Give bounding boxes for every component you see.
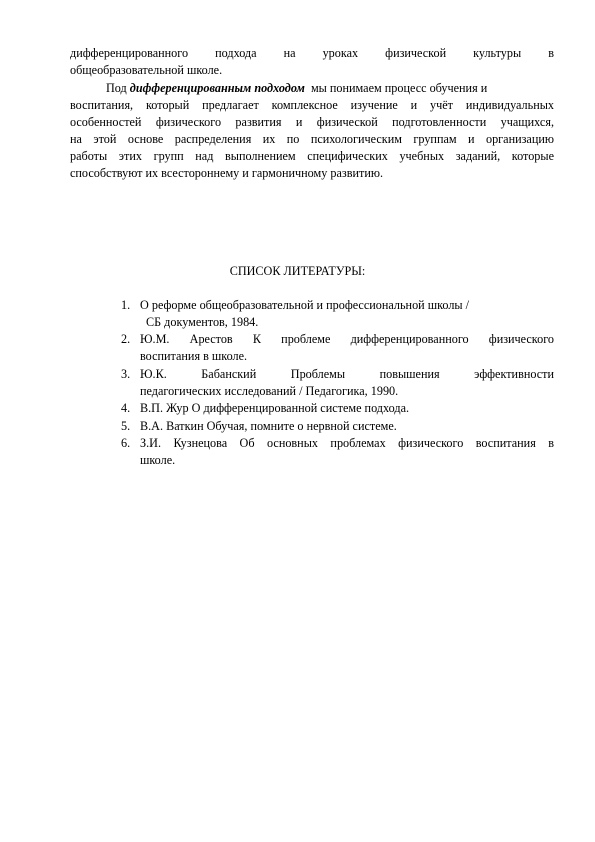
reference-number: 5. (121, 419, 131, 433)
body-text-line: работы этих групп над выполнением специфических учебных заданий, которые (70, 149, 554, 163)
reference-text: педагогических исследований / Педагогика, 1990. (140, 384, 399, 398)
emphasized-term: дифференцированным подходом (129, 81, 305, 95)
definition-prefix: Под (106, 81, 127, 95)
definition-line (106, 80, 554, 97)
reference-number: 1. (121, 298, 131, 312)
references-heading: СПИСОК ЛИТЕРАТУРЫ: (229, 264, 366, 278)
reference-text: В.П. Жур О дифференцированной системе подхода. (140, 401, 410, 415)
definition-suffix: мы понимаем процесс обучения и (310, 81, 488, 95)
body-text-line: особенностей физического развития и физической подготовленности учащихся, (70, 115, 554, 129)
reference-number: 3. (121, 367, 131, 381)
reference-number: 2. (121, 332, 131, 346)
reference-text: СБ документов, 1984. (146, 315, 259, 329)
reference-text: З.И. Кузнецова Об основных проблемах физического воспитания в (140, 436, 554, 450)
reference-text: воспитания в школе. (140, 349, 248, 363)
reference-text: О реформе общеобразовательной и профессиональной школы / (140, 298, 470, 312)
reference-text: В.А. Ваткин Обучая, помните о нервной системе. (140, 419, 397, 433)
reference-text: Ю.М. Арестов К проблеме дифференцированного физического (140, 332, 554, 346)
reference-number: 6. (121, 436, 131, 450)
body-text-line: дифференцированного подхода на уроках физической культуры в (70, 46, 554, 60)
body-text-line: на этой основе распределения их по психологическим группам и организацию (70, 132, 554, 146)
reference-number: 4. (121, 401, 131, 415)
reference-text: Ю.К. Бабанский Проблемы повышения эффективности (140, 367, 554, 381)
reference-text: школе. (140, 453, 176, 467)
body-text-line: способствуют их всестороннему и гармоничному развитию. (70, 166, 383, 180)
body-text-line: воспитания, который предлагает комплексное изучение и учёт индивидуальных (70, 98, 554, 112)
body-text-line: общеобразовательной школе. (70, 63, 223, 77)
